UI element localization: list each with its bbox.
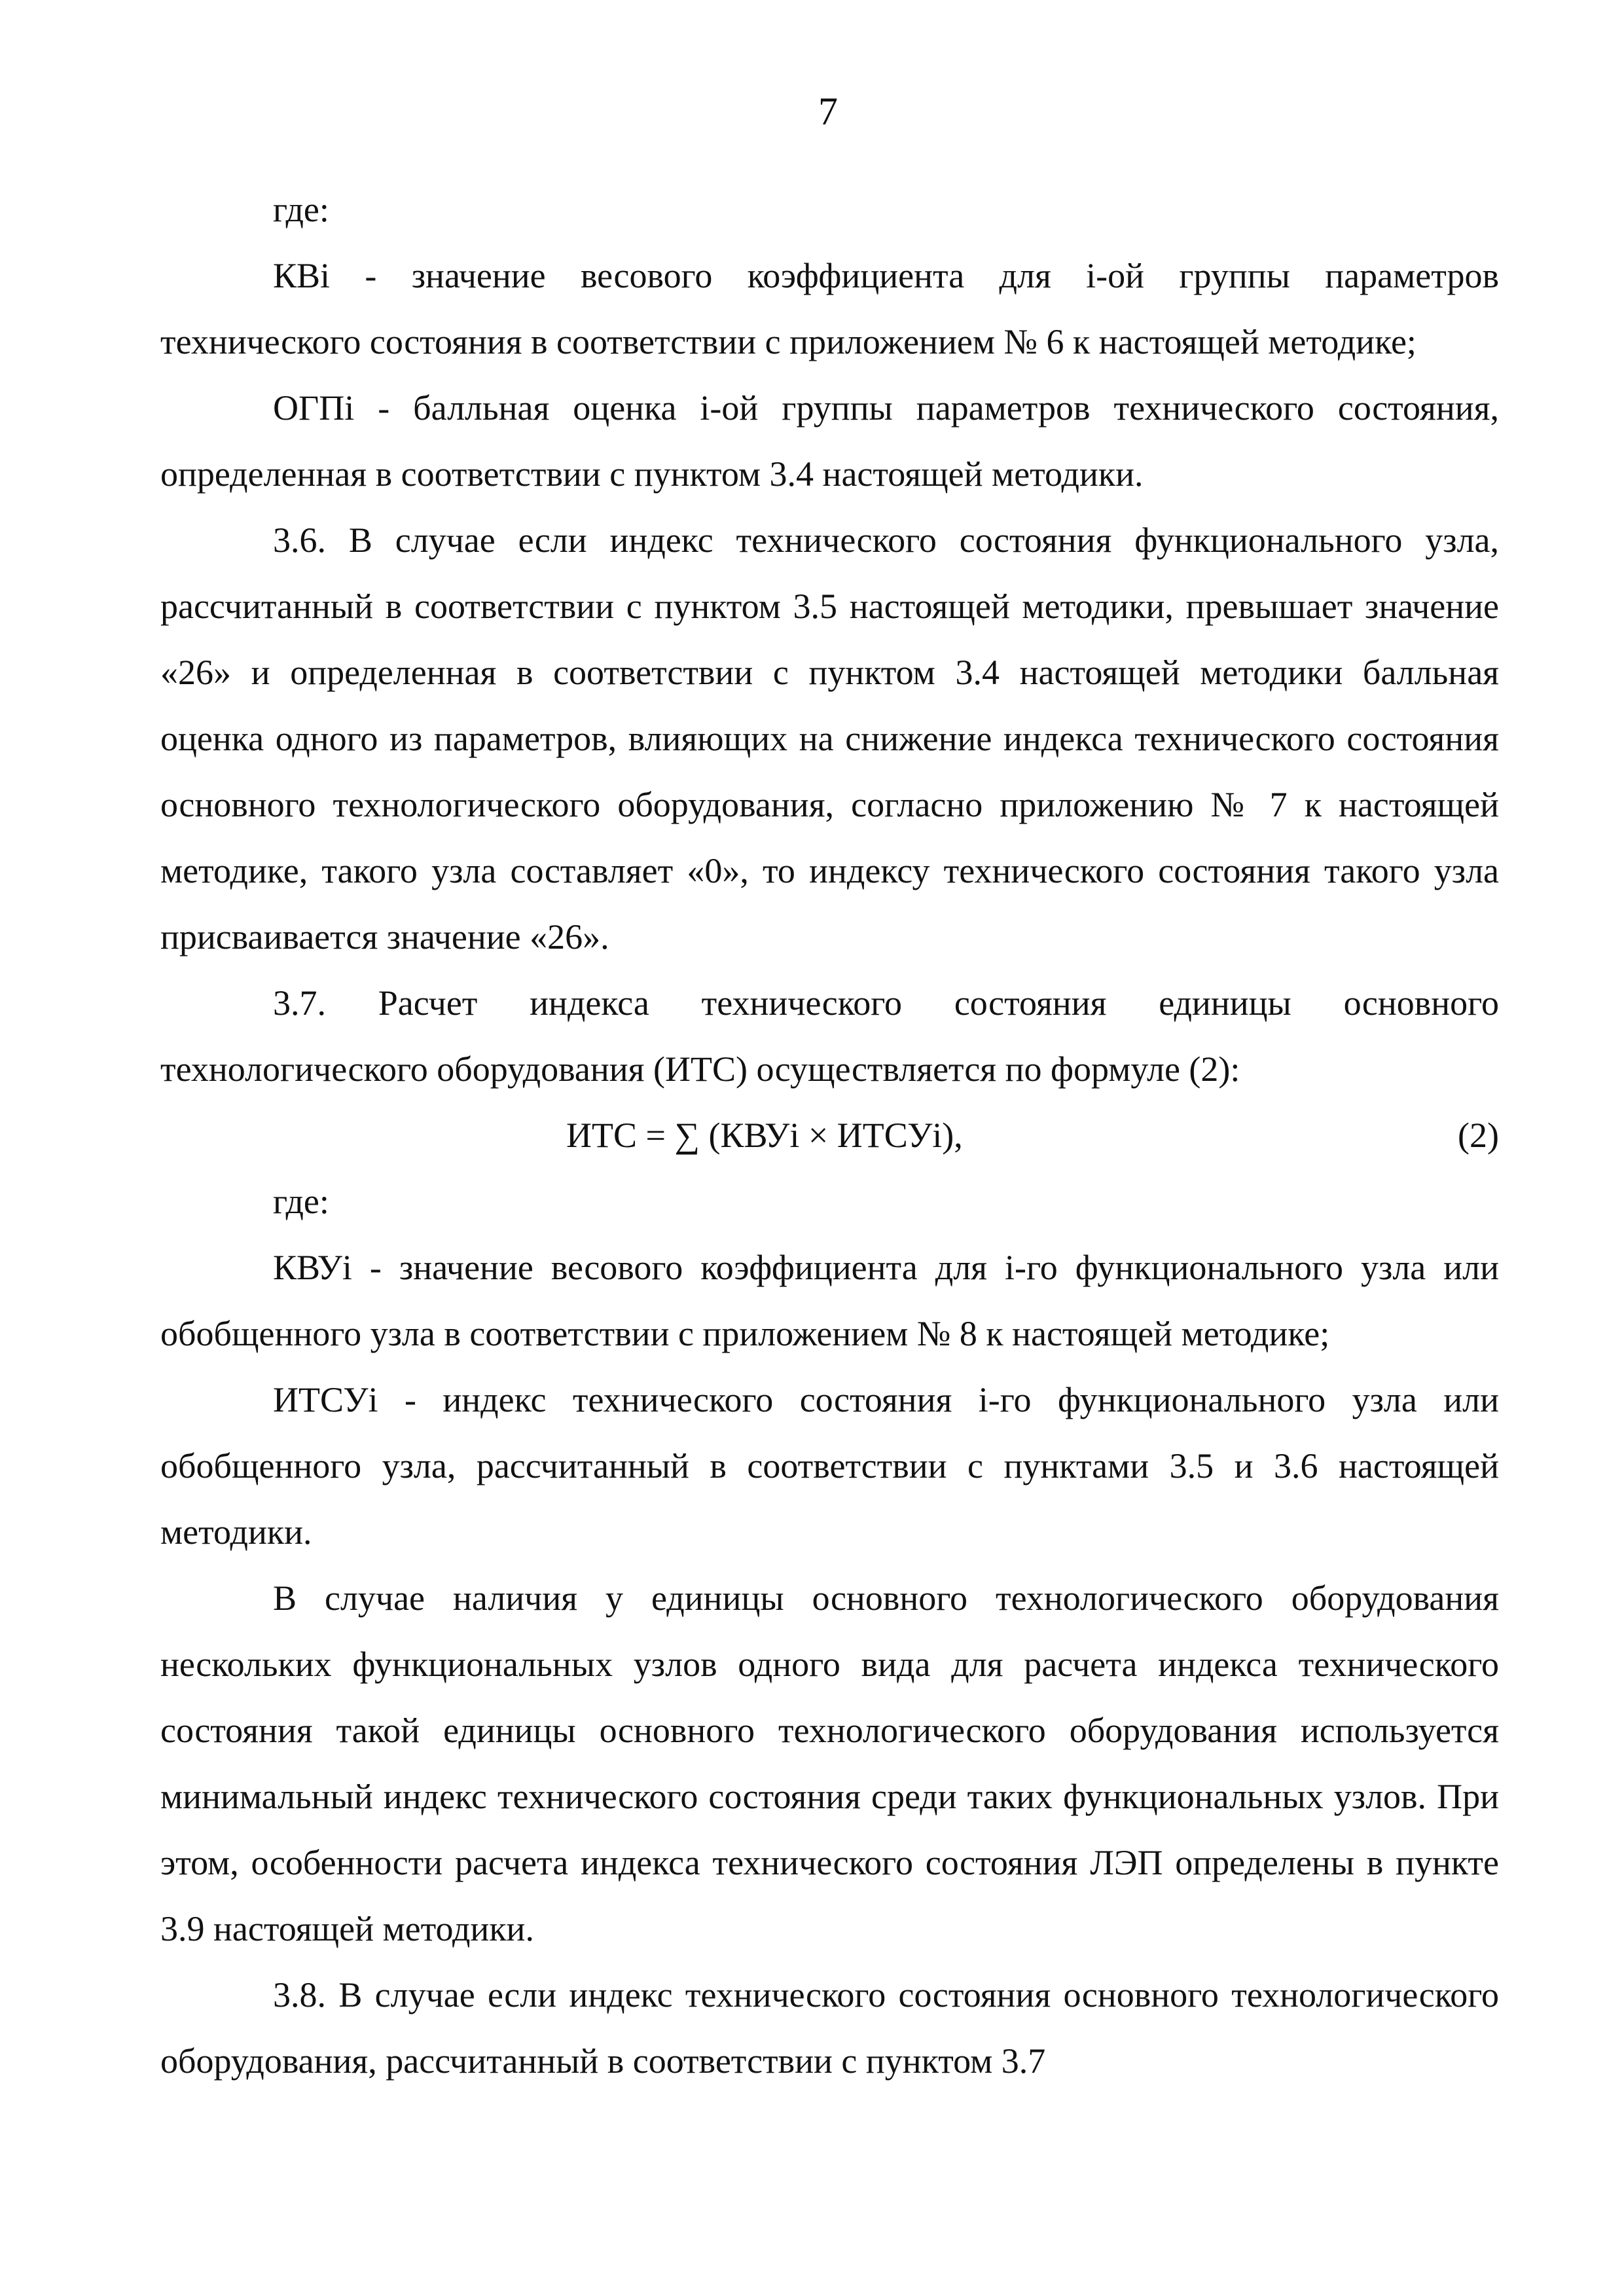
- paragraph-3-7: 3.7. Расчет индекса технического состояния единицы основного технологического оборудования (ИТС) осуществляется по формуле (2):: [160, 983, 1499, 1089]
- formula-expression: ИТС = ∑ (КВУi × ИТСУi),: [566, 1116, 963, 1155]
- page-number: 7: [818, 90, 838, 133]
- definition-kvui: КВУi - значение весового коэффициента для i-го функционального узла или обобщенного узла в соответствии с приложением № 8 к настоящей методике;: [160, 1248, 1499, 1353]
- where-label-1: где:: [273, 190, 329, 229]
- definition-kvi: КВi - значение весового коэффициента для i-ой группы параметров технического состояния в соответствии с приложением № 6 к настоящей методике;: [160, 256, 1499, 361]
- document-content: [160, 177, 1499, 2094]
- formula-number: (2): [1458, 1116, 1499, 1155]
- definition-ogpi: ОГПi - балльная оценка i-ой группы параметров технического состояния, определенная в соответствии с пунктом 3.4 настоящей методики.: [160, 388, 1499, 494]
- where-label-2: где:: [273, 1182, 329, 1221]
- paragraph-3-8: 3.8. В случае если индекс технического состояния основного технологического оборудования, рассчитанный в соответствии с пунктом 3.7: [160, 1975, 1499, 2081]
- definition-itsui: ИТСУi - индекс технического состояния i-го функционального узла или обобщенного узла, рассчитанный в соответствии с пунктами 3.5 и 3.6 настоящей методики.: [160, 1380, 1499, 1552]
- paragraph-3-6: 3.6. В случае если индекс технического состояния функционального узла, рассчитанный в соответствии с пунктом 3.5 настоящей методики, превышает значение «26» и определенная в соответствии с пунктом 3.4 настоящей методики балльная оценка одного из параметров, влияющих на снижение индекса технического состояния основного технологического оборудования, согласно приложению № 7 к настоящей методике, такого узла составляет «0», то индексу технического состояния такого узла присваивается значение «26».: [160, 520, 1499, 957]
- formula-2: [160, 1102, 1499, 1169]
- paragraph-multiple-nodes: В случае наличия у единицы основного технологического оборудования нескольких функциональных узлов одного вида для расчета индекса технического состояния такой единицы основного технологического оборудования используется минимальный индекс технического состояния среди таких функциональных узлов. При этом, особенности расчета индекса технического состояния ЛЭП определены в пункте 3.9 настоящей методики.: [160, 1578, 1499, 1948]
